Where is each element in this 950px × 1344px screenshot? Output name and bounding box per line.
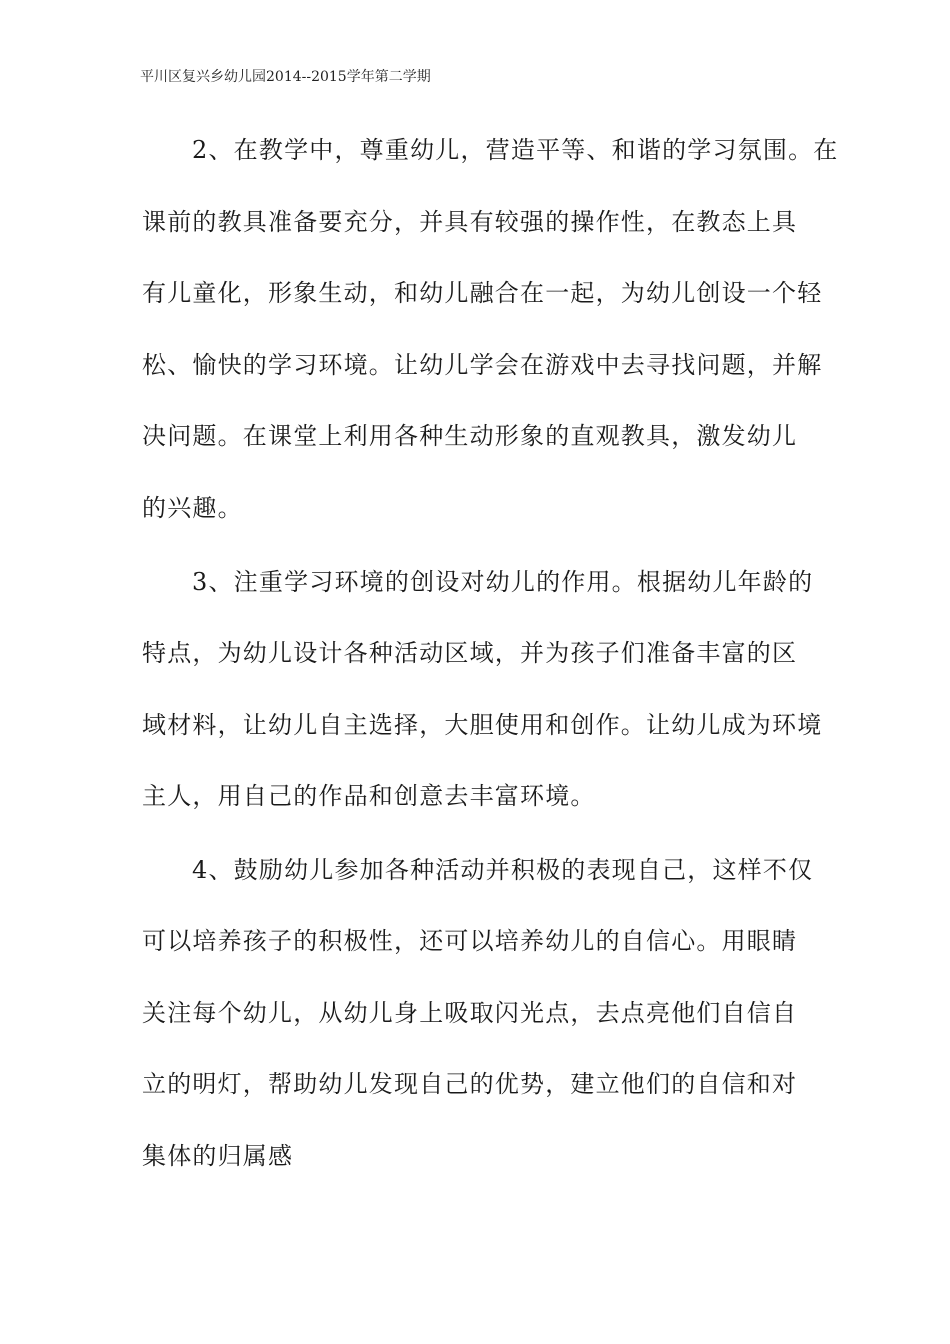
- paragraph-3-line-4: 立的明灯，帮助幼儿发现自己的优势，建立他们的自信和对: [142, 1070, 798, 1098]
- paragraph-3-line-1: 4、鼓励幼儿参加各种活动并积极的表现自己，这样不仅: [192, 856, 814, 884]
- paragraph-1-line-1: 2、在教学中，尊重幼儿，营造平等、和谐的学习氛围。在: [192, 136, 839, 164]
- paragraph-1-line-3: 有儿童化，形象生动，和幼儿融合在一起，为幼儿创设一个轻: [142, 279, 823, 307]
- paragraph-2-line-3: 域材料，让幼儿自主选择，大胆使用和创作。让幼儿成为环境: [142, 711, 823, 739]
- paragraph-1-line-2: 课前的教具准备要充分，并具有较强的操作性，在教态上具: [142, 208, 798, 236]
- paragraph-3-line-3: 关注每个幼儿，从幼儿身上吸取闪光点，去点亮他们自信自: [142, 999, 798, 1027]
- paragraph-2-line-4: 主人，用自己的作品和创意去丰富环境。: [142, 782, 596, 810]
- paragraph-1-line-5: 决问题。在课堂上利用各种生动形象的直观教具，激发幼儿: [142, 422, 798, 450]
- paragraph-3-line-5: 集体的归属感: [142, 1142, 294, 1170]
- paragraph-1-line-6: 的兴趣。: [142, 494, 243, 522]
- paragraph-1-line-4: 松、愉快的学习环境。让幼儿学会在游戏中去寻找问题，并解: [142, 351, 823, 379]
- page-header: 平川区复兴乡幼儿园2014--2015学年第二学期: [140, 69, 431, 85]
- paragraph-2-line-1: 3、注重学习环境的创设对幼儿的作用。根据幼儿年龄的: [192, 568, 814, 596]
- paragraph-3-line-2: 可以培养孩子的积极性，还可以培养幼儿的自信心。用眼睛: [142, 927, 798, 955]
- paragraph-2-line-2: 特点，为幼儿设计各种活动区域，并为孩子们准备丰富的区: [142, 639, 798, 667]
